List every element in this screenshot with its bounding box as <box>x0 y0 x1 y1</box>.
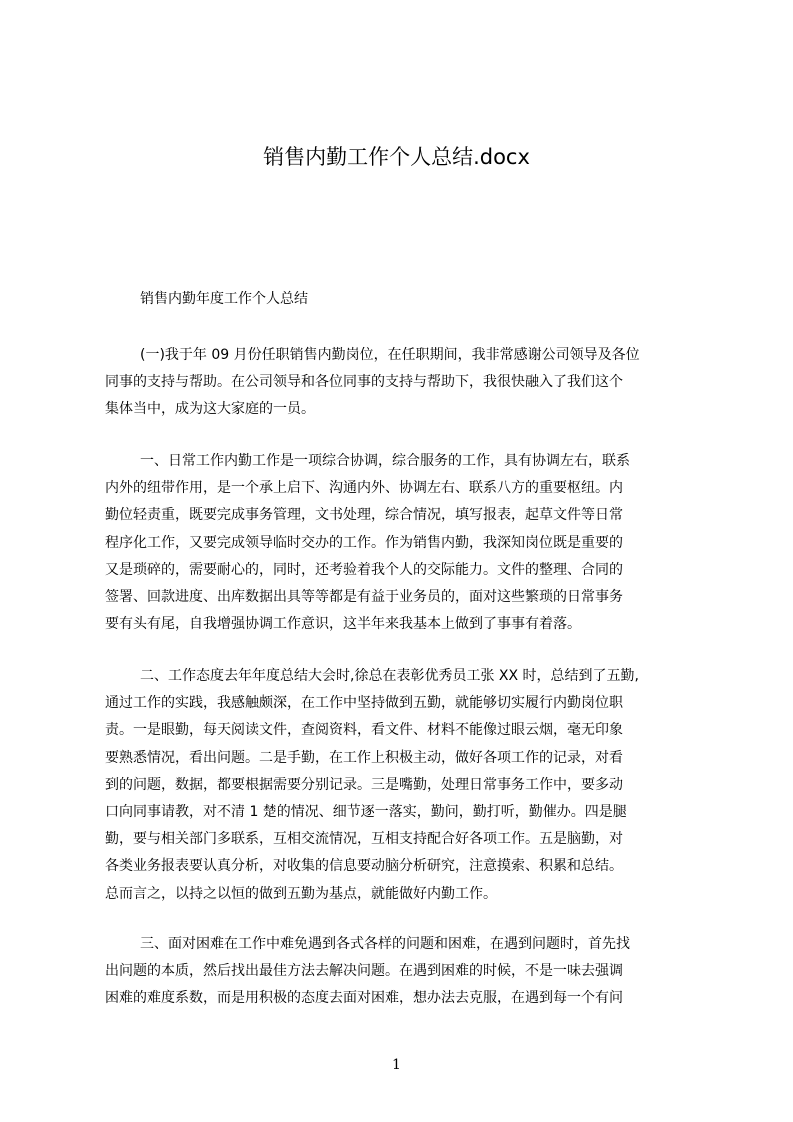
paragraph-line: 到的问题，数据，都要根据需要分别记录。三是嘴勤，处理日常事务工作中，要多动 <box>105 776 623 793</box>
paragraph-line: 一、日常工作内勤工作是一项综合协调，综合服务的工作，具有协调左右，联系 <box>140 453 630 469</box>
paragraph-line: 通过工作的实践，我感触颇深，在工作中坚持做到五勤，就能够切实履行内勤岗位职 <box>105 695 623 712</box>
paragraph-daily-work <box>105 448 705 638</box>
paragraph-line: 勤，要与相关部门多联系，互相交流情况，互相支持配合好各项工作。五是脑勤，对 <box>105 831 623 848</box>
paragraph-facing-difficulties <box>105 931 705 1013</box>
page-number: 1 <box>392 1057 401 1073</box>
paragraph-line: 要熟悉情况，看出问题。二是手勤，在工作上积极主动，做好各项工作的记录，对看 <box>105 749 623 766</box>
document-subtitle: 销售内勤年度工作个人总结 <box>140 291 308 307</box>
paragraph-line: 二、工作态度去年年度总结大会时,徐总在表彰优秀员工张 XX 时，总结到了五勤, <box>140 668 639 684</box>
paragraph-line: 同事的支持与帮助。在公司领导和各位同事的支持与帮助下，我很快融入了我们这个 <box>105 374 623 391</box>
paragraph-intro <box>105 342 705 424</box>
paragraph-line: 出问题的本质，然后找出最佳方法去解决问题。在遇到困难的时候，不是一味去强调 <box>105 963 623 980</box>
paragraph-line: 集体当中，成为这大家庭的一员。 <box>105 401 315 418</box>
paragraph-line: 又是琐碎的，需要耐心的，同时，还考验着我个人的交际能力。文件的整理、合同的 <box>105 561 623 578</box>
document-title: 销售内勤工作个人总结.docx <box>263 145 530 169</box>
paragraph-line: 口向同事请教，对不清 1 楚的情况、细节逐一落实，勤问，勤打听，勤催办。四是腿 <box>105 803 627 820</box>
paragraph-line: 签署、回款进度、出库数据出具等等都是有益于业务员的，面对这些繁琐的日常事务 <box>105 588 623 605</box>
paragraph-line: 困难的难度系数，而是用积极的态度去面对困难，想办法去克服，在遇到每一个有问 <box>105 990 623 1007</box>
paragraph-line: 各类业务报表要认真分析，对收集的信息要动脑分析研究，注意摸索、积累和总结。 <box>105 858 623 875</box>
paragraph-line: 责。一是眼勤，每天阅读文件，查阅资料，看文件、材料不能像过眼云烟，毫无印象 <box>105 722 623 739</box>
paragraph-work-attitude <box>105 663 705 908</box>
paragraph-line: 三、面对困难在工作中难免遇到各式各样的问题和困难，在遇到问题时，首先找 <box>140 936 630 952</box>
paragraph-line: (一)我于年 09 月份任职销售内勤岗位，在任职期间，我非常感谢公司领导及各位 <box>140 347 640 363</box>
paragraph-line: 勤位轻责重，既要完成事务管理，文书处理，综合情况，填写报表，起草文件等日常 <box>105 507 623 524</box>
paragraph-line: 程序化工作，又要完成领导临时交办的工作。作为销售内勤，我深知岗位既是重要的 <box>105 534 623 551</box>
paragraph-line: 总而言之，以持之以恒的做到五勤为基点，就能做好内勤工作。 <box>105 885 497 902</box>
paragraph-line: 内外的纽带作用，是一个承上启下、沟通内外、协调左右、联系八方的重要枢纽。内 <box>105 480 623 497</box>
paragraph-line: 要有头有尾，自我增强协调工作意识，这半年来我基本上做到了事事有着落。 <box>105 616 581 633</box>
